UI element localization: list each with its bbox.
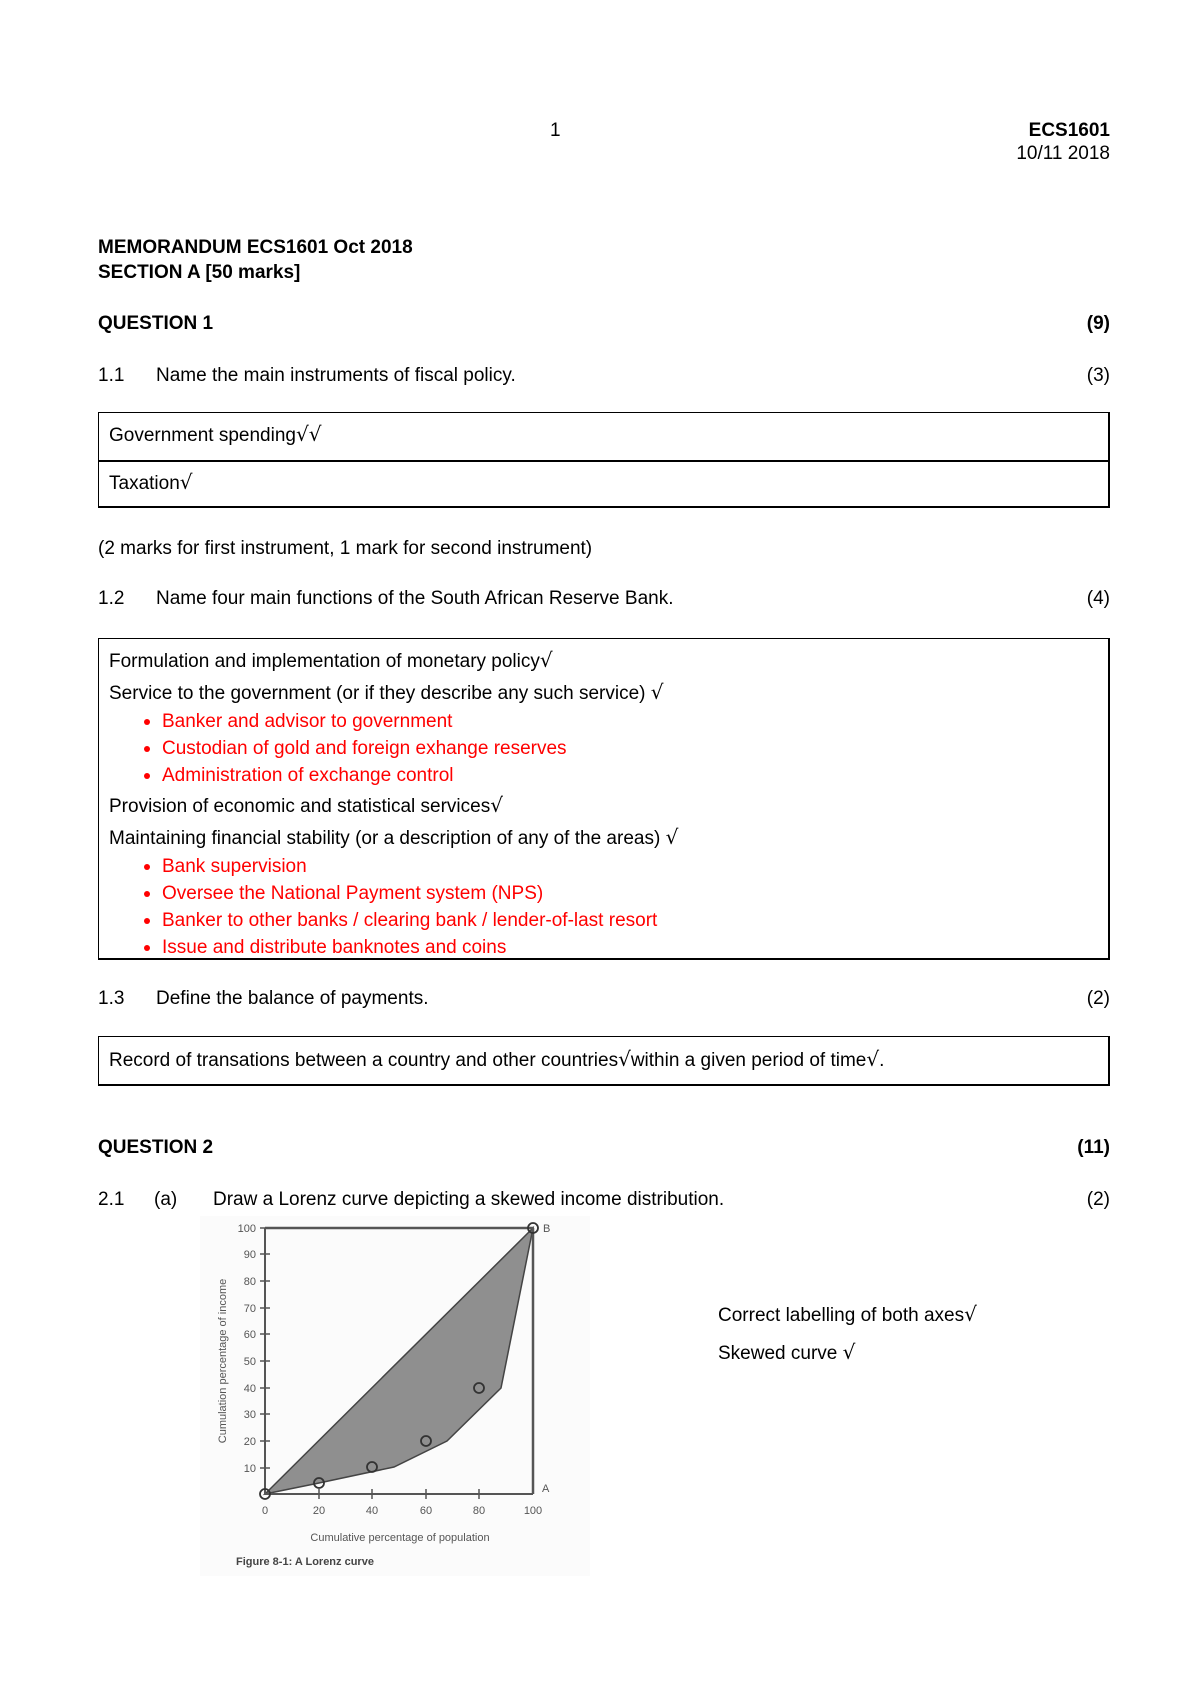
- marking-point: [718, 1302, 977, 1327]
- svg-text:50: 50: [243, 1356, 256, 1368]
- sub-point-text: Bank supervision: [162, 856, 307, 877]
- svg-text:70: 70: [243, 1303, 256, 1315]
- svg-text:100: 100: [237, 1223, 256, 1235]
- tick-mark: √: [539, 648, 553, 672]
- sub-point-text: Custodian of gold and foreign exhange reserves: [162, 738, 567, 759]
- sub-point-text: Banker and advisor to government: [162, 711, 453, 732]
- course-code: ECS1601: [1028, 120, 1110, 141]
- svg-text:Cumulative percentage of popul: Cumulative percentage of population: [310, 1532, 490, 1544]
- tick-mark: √: [665, 825, 679, 849]
- svg-text:60: 60: [419, 1505, 433, 1517]
- answer-text: Formulation and implementation of monetary policy: [109, 651, 540, 672]
- svg-text:20: 20: [243, 1436, 256, 1448]
- answer-punctuation: .: [879, 1050, 885, 1071]
- lorenz-curve-figure: [200, 1216, 590, 1576]
- answer-row: [99, 462, 1108, 506]
- sub-point: [99, 880, 1108, 907]
- svg-text:0: 0: [261, 1505, 269, 1517]
- q2-1a-marks: (2): [1086, 1189, 1110, 1210]
- q2-1-number: 2.1: [98, 1189, 125, 1210]
- tick-marks: √√: [295, 422, 322, 446]
- svg-text:10: 10: [243, 1463, 256, 1475]
- svg-text:Cumulation percentage of incom: Cumulation percentage of income: [217, 1278, 229, 1444]
- answer-line: [99, 821, 1108, 853]
- bullet-icon: [144, 719, 150, 725]
- sub-point: [99, 708, 1108, 735]
- q2-1-sub: (a): [154, 1189, 178, 1210]
- q1-3-number: 1.3: [98, 988, 125, 1009]
- sub-point: [99, 762, 1108, 789]
- q1-3-answer-box: [98, 1036, 1110, 1086]
- answer-line: [99, 676, 1108, 708]
- svg-text:80: 80: [243, 1276, 256, 1288]
- bullet-icon: [144, 864, 150, 870]
- q1-1-answer-table: [98, 412, 1110, 508]
- answer-line: [99, 1037, 1108, 1083]
- sub-point-text: Administration of exchange control: [162, 765, 454, 786]
- q1-2-answer-box: [98, 638, 1110, 960]
- marking-point: [718, 1340, 855, 1365]
- svg-text:40: 40: [365, 1505, 379, 1517]
- answer-text: Record of transations between a country and other countries: [109, 1050, 619, 1071]
- sub-point-text: Issue and distribute banknotes and coins: [162, 937, 507, 958]
- bullet-icon: [144, 773, 150, 779]
- question-2-heading: QUESTION 2: [98, 1137, 214, 1158]
- tick-mark: √: [490, 793, 503, 817]
- q1-1-marks: (3): [1086, 365, 1110, 386]
- sub-point-text: Banker to other banks / clearing bank / lender-of-last resort: [162, 910, 658, 931]
- answer-text: Provision of economic and statistical services: [109, 796, 491, 817]
- q1-3-marks: (2): [1086, 988, 1110, 1009]
- answer-row: [99, 413, 1108, 462]
- lorenz-chart: [200, 1216, 590, 1576]
- marking-text: Skewed curve: [718, 1343, 843, 1364]
- q1-2-text: Name four main functions of the South African Reserve Bank.: [156, 588, 674, 609]
- sub-point: [99, 934, 1108, 961]
- section-title: SECTION A [50 marks]: [98, 262, 301, 283]
- bullet-icon: [144, 746, 150, 752]
- answer-text: Taxation: [109, 473, 180, 494]
- sub-point: [99, 853, 1108, 880]
- svg-text:100: 100: [523, 1505, 543, 1517]
- svg-text:B: B: [543, 1223, 551, 1235]
- question-2-marks: (11): [1077, 1137, 1110, 1158]
- bullet-icon: [144, 891, 150, 897]
- q1-3-text: Define the balance of payments.: [156, 988, 429, 1009]
- svg-text:A: A: [542, 1483, 550, 1495]
- marking-text: Correct labelling of both axes: [718, 1305, 965, 1326]
- sub-point-text: Oversee the National Payment system (NPS): [162, 883, 544, 904]
- svg-text:90: 90: [243, 1249, 256, 1261]
- q1-1-number: 1.1: [98, 365, 125, 386]
- answer-text: Service to the government (or if they describe any such service): [109, 683, 651, 704]
- tick-mark: √: [866, 1047, 880, 1071]
- svg-text:Figure 8-1: A Lorenz curve: Figure 8-1: A Lorenz curve: [236, 1556, 374, 1568]
- tick-mark: √: [618, 1047, 631, 1071]
- q2-1a-text: Draw a Lorenz curve depicting a skewed income distribution.: [213, 1189, 725, 1210]
- document-date: 10/11 2018: [1016, 143, 1110, 164]
- svg-text:80: 80: [472, 1505, 486, 1517]
- tick-mark: √: [650, 680, 664, 704]
- answer-line: [99, 644, 1108, 676]
- svg-text:40: 40: [243, 1383, 256, 1395]
- memo-title: MEMORANDUM ECS1601 Oct 2018: [98, 237, 413, 258]
- answer-line: [99, 789, 1108, 821]
- bullet-icon: [144, 945, 150, 951]
- answer-text: Maintaining financial stability (or a description of any of the areas): [109, 828, 666, 849]
- svg-text:30: 30: [243, 1409, 256, 1421]
- bullet-icon: [144, 918, 150, 924]
- q1-2-number: 1.2: [98, 588, 125, 609]
- answer-text: Government spending: [109, 425, 296, 446]
- tick-mark: √: [964, 1302, 977, 1326]
- q1-2-marks: (4): [1086, 588, 1110, 609]
- answer-text: within a given period of time: [630, 1050, 867, 1071]
- svg-text:60: 60: [243, 1329, 256, 1341]
- q1-1-text: Name the main instruments of fiscal policy.: [156, 365, 516, 386]
- question-1-heading: QUESTION 1: [98, 313, 214, 334]
- tick-mark: √: [842, 1340, 856, 1364]
- sub-point: [99, 735, 1108, 762]
- sub-point: [99, 907, 1108, 934]
- page-number: 1: [550, 120, 561, 141]
- svg-text:20: 20: [312, 1505, 326, 1517]
- q1-1-marking-note: (2 marks for first instrument, 1 mark for second instrument): [98, 538, 593, 559]
- tick-marks: √: [179, 470, 193, 494]
- question-1-marks: (9): [1086, 313, 1110, 334]
